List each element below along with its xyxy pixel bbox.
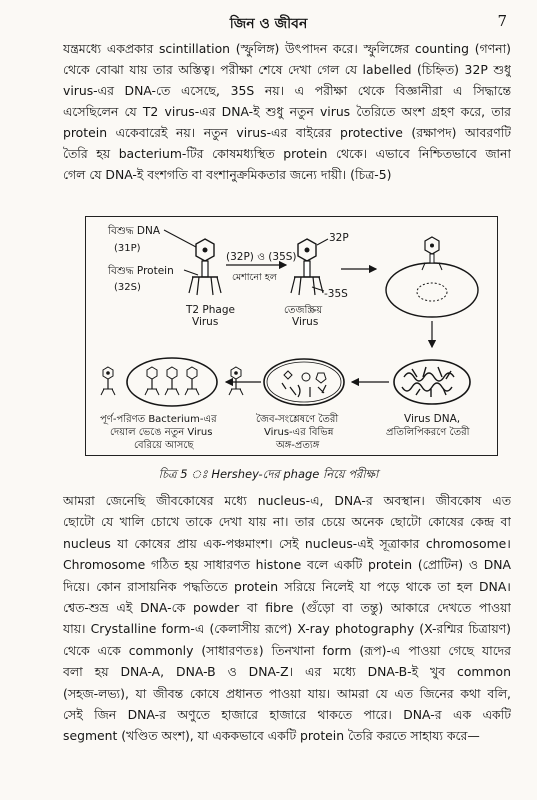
pointer-line (164, 230, 196, 247)
text-line: যায়। Crystalline form-এ (কেলাসীয় রূপে) X-ray photography (X-রশ্মির চিত্রায়ণ) (63, 621, 511, 637)
mixed-label: মেশানো হল (232, 272, 277, 283)
text-line: (সহজ-লভ্য), যা জীবন্ত কোষে প্রধানত পাওয়া যায়। আমরা যে এত জিনের কথা বলি, (63, 685, 511, 701)
biosynthesis-cell-icon (264, 359, 344, 405)
mid-caption-line: Virus-এর বিভিন্ন (264, 427, 334, 438)
running-title: জিন ও জীবন (229, 16, 308, 32)
mid-caption-line: জৈব-সংশ্লেষণে তৈরী (256, 414, 339, 425)
text-line: segment (খণ্ডিত অংশ), যা এককভাবে একটি protein তৈরি করতে সাহায্য করে— (63, 728, 480, 744)
text-line: গেল যে DNA-ই বংশগতি বা বংশানুক্রমিকতার জন্যে দায়ী। (চিত্র-5) (63, 167, 392, 182)
text-line: protein একেবারেই নয়। নতুন virus-এর বাইরের protective (রক্ষাপদ) আবরণটি (63, 125, 511, 140)
paragraph-bottom (63, 490, 511, 747)
text-line: বলা হয় DNA-A, DNA-B ও DNA-Z। এর মধ্যে DNA-B-ই খুব common (63, 664, 511, 680)
figure-caption: চিত্র 5 ঃ Hershey-দের phage নিয়ে পরীক্ষা (158, 467, 379, 481)
virus-label: Virus (192, 316, 219, 328)
new-virus-cell-icon (101, 358, 243, 406)
right-caption-line: প্রতিলিপিকরণে তৈরী (386, 427, 470, 438)
left-caption-line: বেরিয়ে আসছে (134, 440, 194, 451)
page-header (0, 12, 537, 34)
phage-diagram (86, 217, 496, 454)
t2-phage-label: T2 Phage (186, 304, 235, 316)
text-line: যন্ত্রমধ্যে একপ্রকার scintillation (স্ফুলিঙ্গ) উৎপাদন করে। স্ফুলিঙ্গের counting (গণনা) (63, 41, 511, 56)
pointer-line (184, 270, 198, 275)
radioactive-label: তেজস্ক্রিয় (284, 305, 323, 316)
s32-label: (32S) (114, 282, 141, 293)
mid-caption-line: অঙ্গ-প্রত্যঙ্গ (276, 440, 320, 451)
text-line: দিয়ে। কোন রাসায়নিক পদ্ধতিতে protein সরিয়ে নিলেই যা পড়ে থাকে তা হল DNA। (63, 578, 511, 594)
text-line: Chromosome গঠিত হয় সাধারণত histone বলে একটি protein (প্রোটিন) ও DNA (63, 557, 511, 573)
virus-dna-cell-icon (394, 360, 470, 404)
pure-dna-label: বিশুদ্ধ DNA (108, 225, 161, 237)
mix-label: (32P) ও (35S) (226, 251, 297, 263)
text-line: তৈরি হয় bacterium-টির কোষমধ্যস্থিত protein থেকে। এভাবে নিশ্চিতভাবে জানা (63, 146, 511, 161)
text-line: ছোটো যে খালি চোখে তাকে দেখা যায় না। তার চেয়ে অনেক ছোটো কোষের কেন্দ্র বা (63, 514, 511, 530)
p31-label: (31P) (114, 243, 141, 254)
text-line: সেই জিন DNA-র অণুতে হাজারে হাজারে থাকতে পারে। DNA-র এক একটি (63, 707, 511, 723)
text-line: শ্বেত-শুভ্র এই DNA-কে powder বা fibre (গুঁড়ো বা তন্তু) আকারে দেখতে পাওয়া (63, 600, 511, 616)
text-line: আমরা জেনেছি জীবকোষের মধ্যে nucleus-এ, DNA-র অবস্থান। জীবকোষ এত (63, 493, 511, 508)
left-caption-line: পূর্ণ-পরিণত Bacterium-এর (100, 414, 217, 425)
left-caption-line: দেয়াল ভেঙে নতুন Virus (110, 427, 213, 438)
page-number: 7 (497, 12, 507, 30)
hershey-figure (85, 216, 498, 456)
right-caption-line: Virus DNA, (404, 413, 461, 425)
pointer-line (317, 239, 328, 245)
label-32p: 32P (329, 232, 349, 244)
text-line: এসেছিলেন যে T2 virus-এর DNA-ই শুধু নতুন virus তৈরিতে অংশ গ্রহণ করে, তার (63, 104, 511, 119)
radioactive-virus-label: Virus (292, 316, 319, 328)
labelled-phage-icon (291, 239, 323, 295)
bacterium-infected-icon (386, 237, 478, 317)
text-line: থেকে একে commonly (সাধারণতঃ) তিনখানা form (রূপ)-এ পাওয়া গেছে যাদের (63, 642, 511, 658)
paragraph-top (63, 38, 511, 185)
text-line: nucleus যা কোষের প্রায় এক-পঞ্চমাংশ। সেই nucleus-এই সূত্রাকার chromosome। (63, 535, 511, 551)
pure-protein-label: বিশুদ্ধ Protein (108, 265, 174, 277)
t2-phage-icon (189, 239, 221, 295)
label-35s: -35S (324, 288, 348, 300)
text-line: virus-এর DNA-তে এসেছে, 35S নয়। এ পরীক্ষা থেকে বিজ্ঞানীরা এ সিদ্ধান্তে (63, 83, 511, 98)
text-line: থেকে বোঝা যায় তার অস্তিত্ব। পরীক্ষা শেষে দেখা গেল যে labelled (চিহ্নিত) 32P শুধু (63, 62, 511, 77)
